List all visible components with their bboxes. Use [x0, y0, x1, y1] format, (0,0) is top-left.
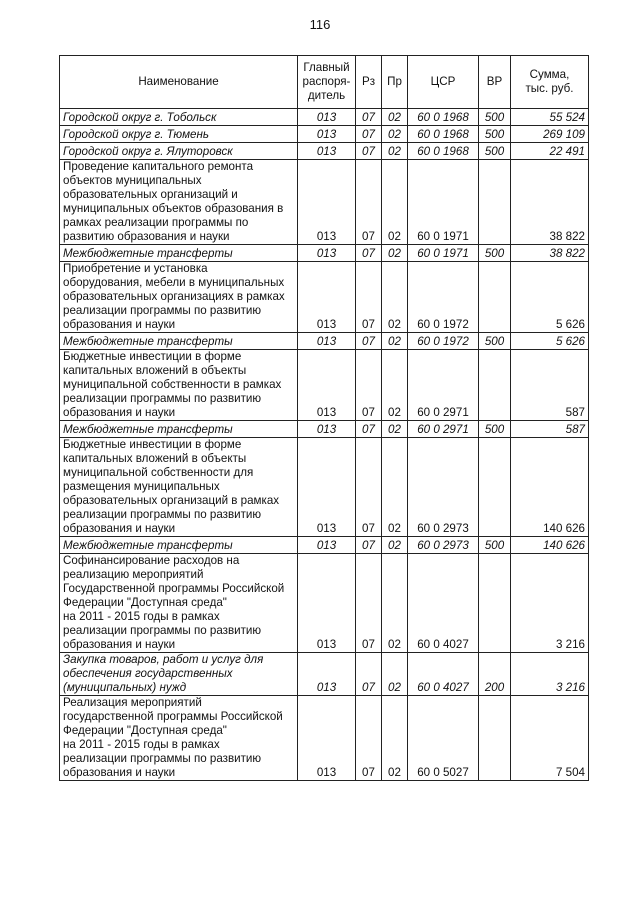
- cell-name-line: Реализация мероприятий: [63, 696, 202, 709]
- table-row: [60, 421, 589, 438]
- cell-name-line: Федерации "Доступная среда": [63, 724, 227, 737]
- cell-pr: 02: [382, 333, 408, 350]
- cell-rz: 07: [356, 421, 382, 438]
- header-sum: [511, 56, 589, 109]
- cell-vr: [479, 350, 511, 421]
- table-row: [60, 333, 589, 350]
- cell-name-line: государственной программы Российской: [63, 710, 283, 723]
- cell-vr: 500: [479, 537, 511, 554]
- cell-pr: 02: [382, 438, 408, 537]
- cell-name-line: Государственной программы Российской: [63, 582, 285, 595]
- cell-name-line: Закупка товаров, работ и услуг для: [63, 653, 264, 666]
- cell-name-line: размещения муниципальных: [63, 480, 220, 493]
- header-rz: Рз: [356, 56, 382, 109]
- cell-main-manager: 013: [298, 537, 356, 554]
- cell-name-line: Приобретение и установка: [63, 262, 208, 275]
- cell-name-line: Межбюджетные трансферты: [63, 335, 233, 348]
- cell-name-line: образования и науки: [63, 638, 176, 651]
- table-row: [60, 160, 589, 245]
- cell-rz: 07: [356, 143, 382, 160]
- cell-sum: 38 822: [511, 245, 589, 262]
- cell-sum: 38 822: [511, 160, 589, 245]
- cell-main-manager: 013: [298, 262, 356, 333]
- cell-name-line: Городской округ г. Тюмень: [63, 128, 209, 141]
- table-row: [60, 554, 589, 653]
- cell-main-manager: 013: [298, 438, 356, 537]
- cell-rz: 07: [356, 554, 382, 653]
- cell-rz: 07: [356, 537, 382, 554]
- cell-name-line: реализацию мероприятий: [63, 568, 204, 581]
- cell-name-line: муниципальной собственности для: [63, 466, 254, 479]
- cell-sum: 587: [511, 350, 589, 421]
- cell-main-manager: 013: [298, 421, 356, 438]
- cell-rz: 07: [356, 160, 382, 245]
- cell-name-line: образования и науки: [63, 318, 176, 331]
- cell-vr: [479, 696, 511, 781]
- cell-name: [60, 554, 298, 653]
- cell-pr: 02: [382, 653, 408, 696]
- cell-rz: 07: [356, 262, 382, 333]
- cell-name: [60, 262, 298, 333]
- header-main-manager-line: дитель: [307, 89, 346, 102]
- cell-name-line: Федерации "Доступная среда": [63, 596, 227, 609]
- table-body: [60, 109, 589, 781]
- cell-sum: 55 524: [511, 109, 589, 126]
- cell-pr: 02: [382, 421, 408, 438]
- cell-pr: 02: [382, 160, 408, 245]
- cell-csr: 60 0 4027: [408, 653, 479, 696]
- cell-main-manager: 013: [298, 696, 356, 781]
- cell-main-manager: 013: [298, 143, 356, 160]
- cell-pr: 02: [382, 143, 408, 160]
- table-row: [60, 438, 589, 537]
- cell-pr: 02: [382, 554, 408, 653]
- cell-rz: 07: [356, 245, 382, 262]
- cell-name-line: Межбюджетные трансферты: [63, 539, 233, 552]
- cell-name: [60, 245, 298, 262]
- cell-name-line: Городской округ г. Ялуторовск: [63, 145, 233, 158]
- cell-name-line: Городской округ г. Тобольск: [63, 111, 217, 124]
- cell-name-line: рамках реализации программы по: [63, 216, 249, 229]
- cell-main-manager: 013: [298, 160, 356, 245]
- cell-name-line: образования и науки: [63, 522, 176, 535]
- cell-csr: 60 0 4027: [408, 554, 479, 653]
- cell-sum: 7 504: [511, 696, 589, 781]
- cell-main-manager: 013: [298, 126, 356, 143]
- header-vr: ВР: [479, 56, 511, 109]
- cell-name: [60, 126, 298, 143]
- cell-rz: 07: [356, 438, 382, 537]
- cell-vr: 500: [479, 333, 511, 350]
- cell-pr: 02: [382, 126, 408, 143]
- cell-main-manager: 013: [298, 554, 356, 653]
- header-name: Наименование: [60, 56, 298, 109]
- cell-pr: 02: [382, 262, 408, 333]
- cell-csr: 60 0 2973: [408, 537, 479, 554]
- cell-name-line: Софинансирование расходов на: [63, 554, 240, 567]
- cell-name: [60, 696, 298, 781]
- cell-name-line: образовательных организаций и: [63, 188, 238, 201]
- header-csr: ЦСР: [408, 56, 479, 109]
- cell-vr: 500: [479, 109, 511, 126]
- cell-vr: 500: [479, 421, 511, 438]
- cell-main-manager: 013: [298, 245, 356, 262]
- cell-name-line: развитию образования и науки: [63, 230, 230, 243]
- cell-sum: 140 626: [511, 537, 589, 554]
- table-row: [60, 126, 589, 143]
- cell-sum: 3 216: [511, 653, 589, 696]
- cell-vr: 500: [479, 143, 511, 160]
- table-row: [60, 262, 589, 333]
- cell-pr: 02: [382, 696, 408, 781]
- cell-csr: 60 0 2973: [408, 438, 479, 537]
- cell-name-line: образования и науки: [63, 766, 176, 779]
- cell-name-line: Бюджетные инвестиции в форме: [63, 438, 242, 451]
- cell-name-line: Межбюджетные трансферты: [63, 247, 233, 260]
- cell-name-line: Бюджетные инвестиции в форме: [63, 350, 242, 363]
- cell-name-line: обеспечения государственных: [63, 667, 233, 680]
- cell-csr: 60 0 2971: [408, 421, 479, 438]
- cell-name: [60, 143, 298, 160]
- header-pr: Пр: [382, 56, 408, 109]
- cell-vr: 500: [479, 126, 511, 143]
- cell-name-line: реализации программы по развитию: [63, 392, 262, 405]
- cell-rz: 07: [356, 333, 382, 350]
- cell-name: [60, 333, 298, 350]
- cell-pr: 02: [382, 350, 408, 421]
- cell-name-line: муниципальных объектов образования в: [63, 202, 284, 215]
- cell-name: [60, 653, 298, 696]
- table-row: [60, 245, 589, 262]
- budget-table: [59, 55, 589, 781]
- cell-vr: [479, 160, 511, 245]
- cell-sum: 140 626: [511, 438, 589, 537]
- header-main-manager-line: Главный: [303, 61, 350, 74]
- table-row: [60, 537, 589, 554]
- cell-rz: 07: [356, 350, 382, 421]
- cell-sum: 269 109: [511, 126, 589, 143]
- header-main-manager: [298, 56, 356, 109]
- table-row: [60, 653, 589, 696]
- cell-name-line: на 2011 - 2015 годы в рамках: [63, 738, 220, 751]
- cell-name-line: Межбюджетные трансферты: [63, 423, 233, 436]
- cell-name-line: реализации программы по развитию: [63, 624, 262, 637]
- cell-vr: 200: [479, 653, 511, 696]
- cell-name: [60, 350, 298, 421]
- cell-pr: 02: [382, 245, 408, 262]
- table-row: [60, 350, 589, 421]
- cell-name-line: образовательных организациях в рамках: [63, 290, 285, 303]
- cell-csr: 60 0 1971: [408, 160, 479, 245]
- cell-name-line: объектов муниципальных: [63, 174, 202, 187]
- cell-name: [60, 160, 298, 245]
- cell-name-line: муниципальной собственности в рамках: [63, 378, 282, 391]
- cell-vr: [479, 438, 511, 537]
- cell-vr: [479, 554, 511, 653]
- cell-name-line: реализации программы по развитию: [63, 304, 262, 317]
- cell-rz: 07: [356, 109, 382, 126]
- cell-rz: 07: [356, 696, 382, 781]
- table-row: [60, 143, 589, 160]
- cell-pr: 02: [382, 537, 408, 554]
- table-header-row: [60, 56, 589, 109]
- cell-sum: 5 626: [511, 262, 589, 333]
- header-sum-line: тыс. руб.: [525, 82, 574, 95]
- cell-name: [60, 421, 298, 438]
- cell-csr: 60 0 2971: [408, 350, 479, 421]
- cell-name: [60, 438, 298, 537]
- cell-name-line: (муниципальных) нужд: [63, 681, 187, 694]
- cell-name: [60, 537, 298, 554]
- cell-sum: 587: [511, 421, 589, 438]
- cell-sum: 5 626: [511, 333, 589, 350]
- cell-name-line: оборудования, мебели в муниципальных: [63, 276, 285, 289]
- cell-name-line: Проведение капитального ремонта: [63, 160, 254, 173]
- cell-sum: 22 491: [511, 143, 589, 160]
- cell-csr: 60 0 1972: [408, 333, 479, 350]
- cell-main-manager: 013: [298, 350, 356, 421]
- table-row: [60, 109, 589, 126]
- cell-name-line: реализации программы по развитию: [63, 508, 262, 521]
- cell-sum: 3 216: [511, 554, 589, 653]
- cell-main-manager: 013: [298, 653, 356, 696]
- cell-csr: 60 0 1972: [408, 262, 479, 333]
- cell-main-manager: 013: [298, 109, 356, 126]
- cell-name-line: капитальных вложений в объекты: [63, 452, 247, 465]
- cell-name-line: реализации программы по развитию: [63, 752, 262, 765]
- cell-csr: 60 0 1971: [408, 245, 479, 262]
- cell-name-line: образовательных организаций в рамках: [63, 494, 280, 507]
- cell-rz: 07: [356, 126, 382, 143]
- cell-vr: [479, 262, 511, 333]
- cell-csr: 60 0 1968: [408, 143, 479, 160]
- cell-name-line: на 2011 - 2015 годы в рамках: [63, 610, 220, 623]
- header-sum-line: Сумма,: [529, 68, 570, 81]
- table-row: [60, 696, 589, 781]
- cell-csr: 60 0 1968: [408, 109, 479, 126]
- cell-vr: 500: [479, 245, 511, 262]
- cell-csr: 60 0 1968: [408, 126, 479, 143]
- cell-name-line: капитальных вложений в объекты: [63, 364, 247, 377]
- page-number: 116: [309, 17, 331, 32]
- cell-rz: 07: [356, 653, 382, 696]
- cell-csr: 60 0 5027: [408, 696, 479, 781]
- cell-name: [60, 109, 298, 126]
- cell-pr: 02: [382, 109, 408, 126]
- cell-main-manager: 013: [298, 333, 356, 350]
- header-main-manager-line: распоря-: [302, 75, 351, 88]
- cell-name-line: образования и науки: [63, 406, 176, 419]
